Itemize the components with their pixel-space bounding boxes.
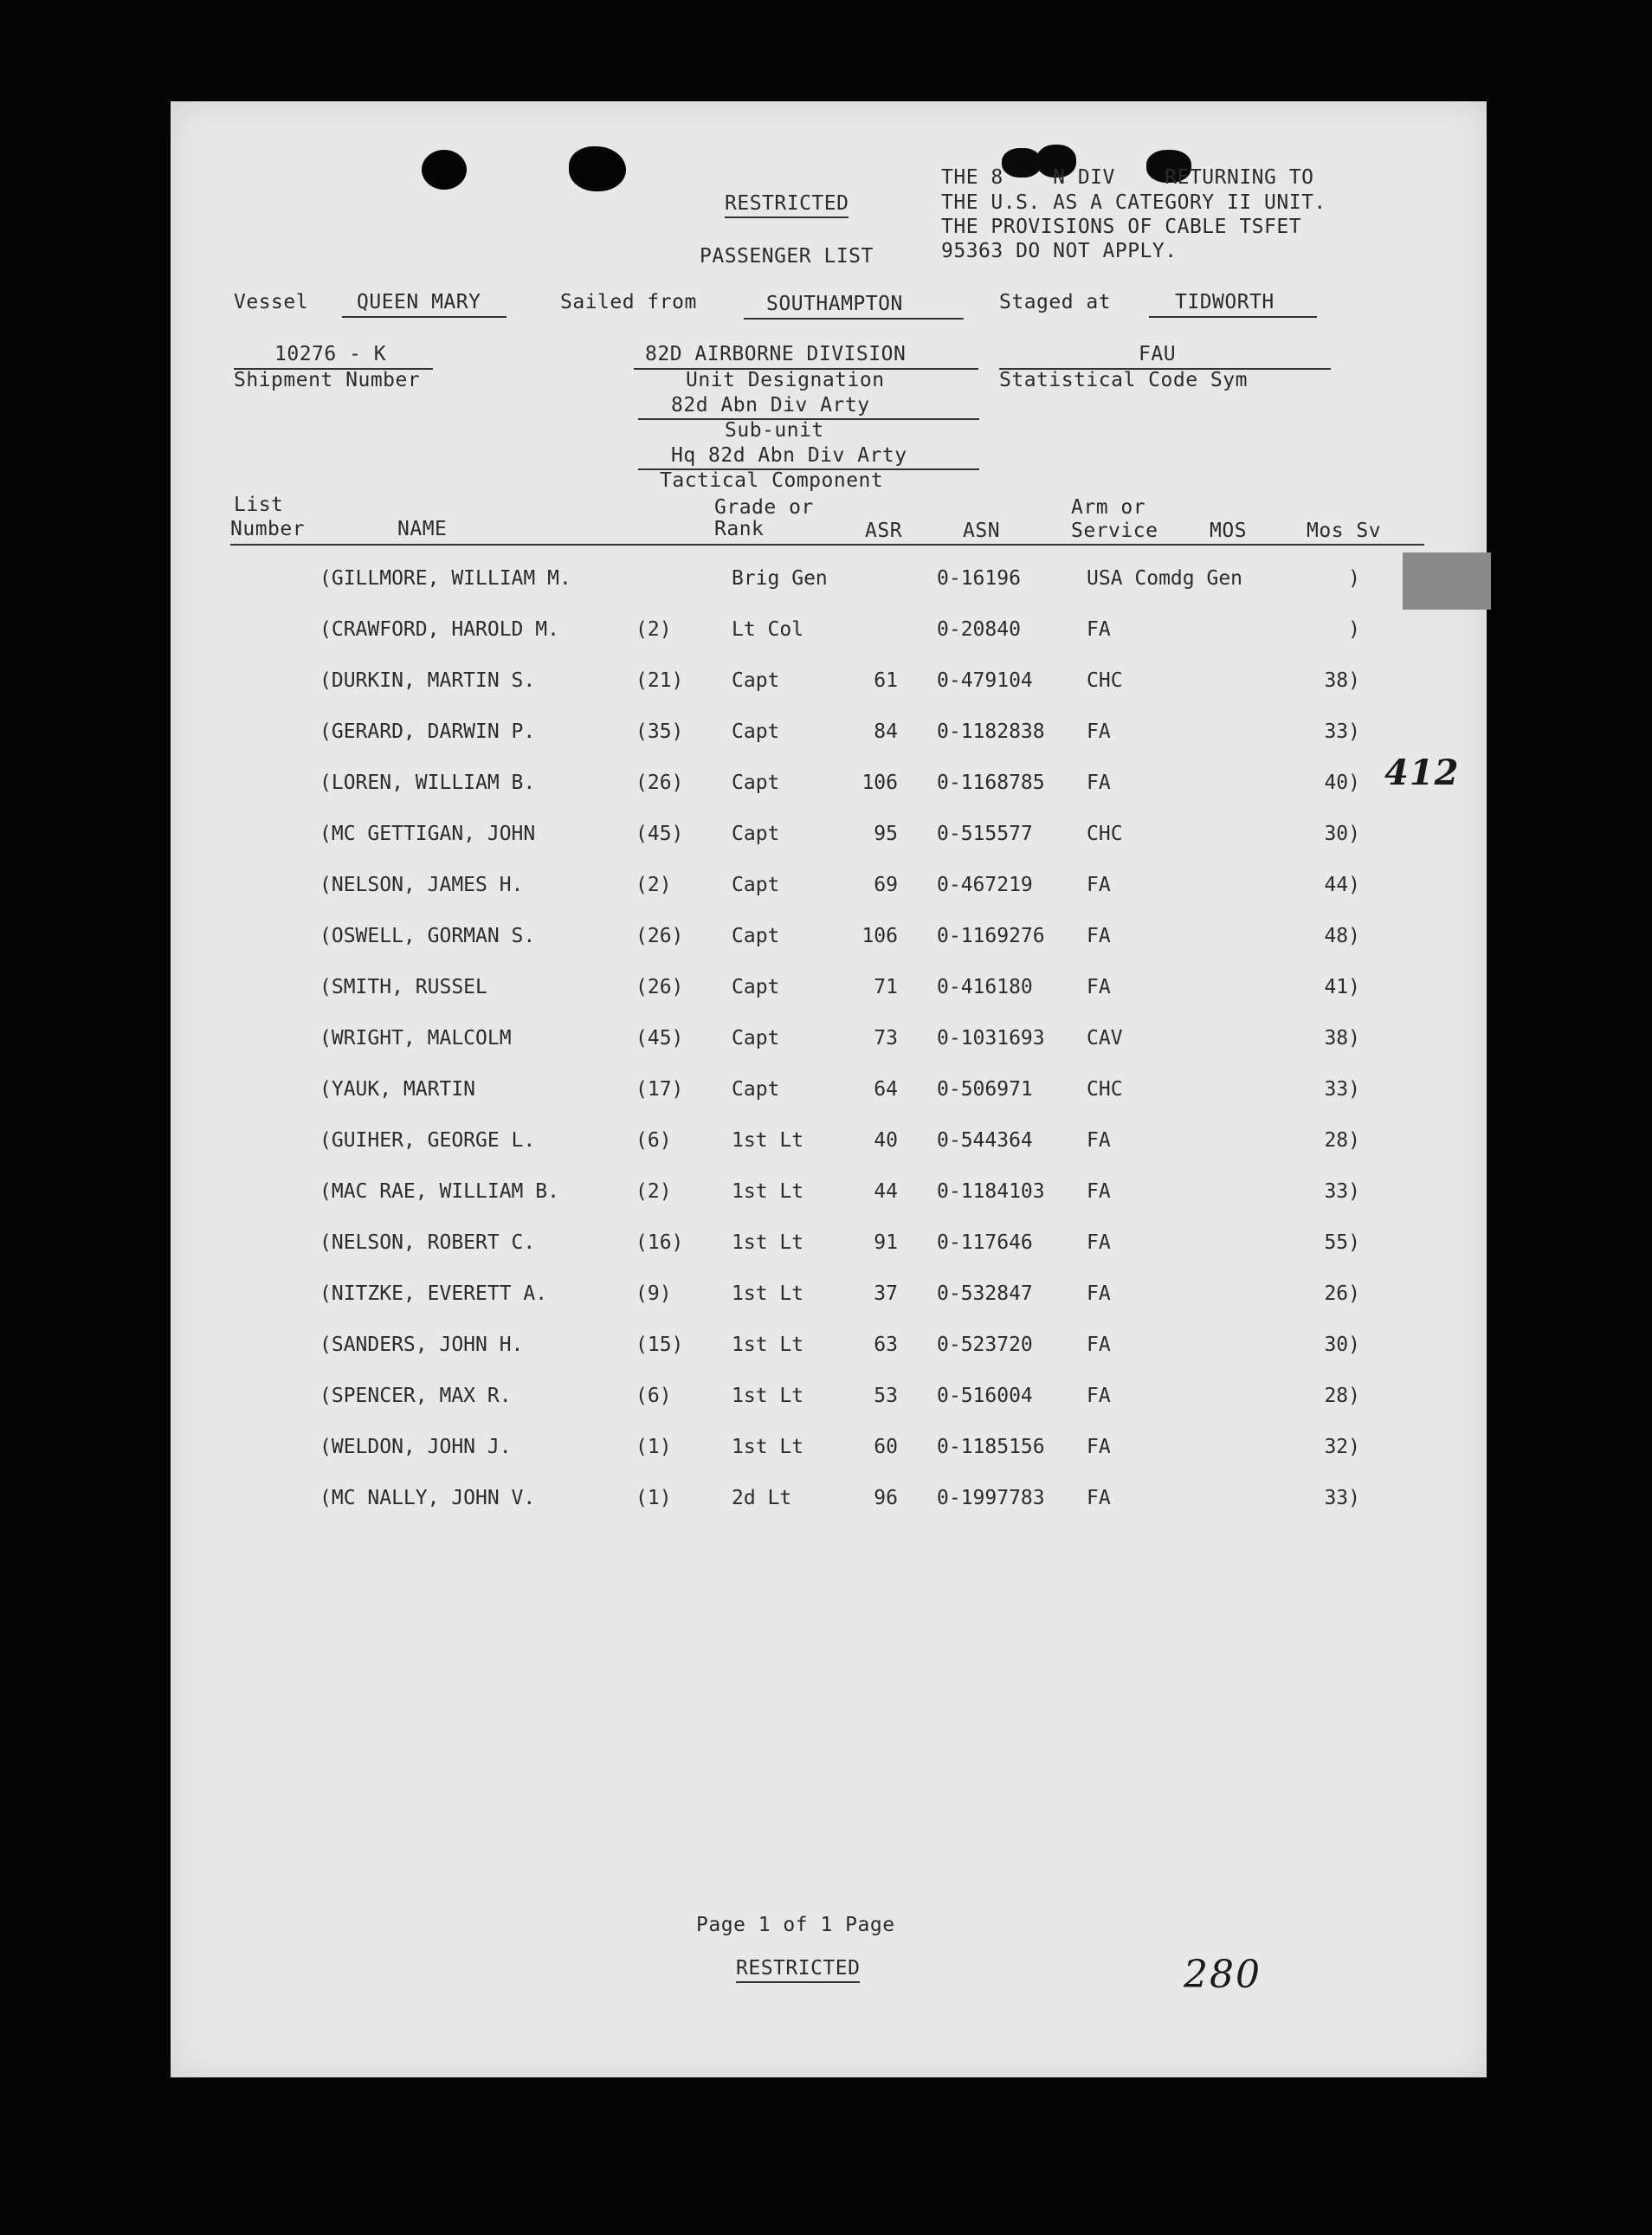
table-row — [171, 1026, 1487, 1052]
passenger-name: (NITZKE, EVERETT A. — [319, 1282, 548, 1305]
passenger-asn: 0-117646 — [937, 1231, 1033, 1254]
shipment-number-label: Shipment Number — [234, 369, 421, 391]
note-line-2: THE U.S. AS A CATEGORY II UNIT. — [941, 191, 1326, 214]
passenger-name: (SANDERS, JOHN H. — [319, 1334, 524, 1356]
passenger-mos-sv: 55) — [1324, 1231, 1360, 1254]
passenger-arm: FA — [1087, 772, 1111, 794]
passenger-mos-sv: 32) — [1324, 1436, 1360, 1458]
passenger-name: (NELSON, ROBERT C. — [319, 1231, 536, 1254]
passenger-rank: 1st Lt — [732, 1180, 804, 1203]
passenger-code: (21) — [636, 669, 684, 692]
vessel-value: QUEEN MARY — [357, 291, 481, 313]
passenger-rank: 2d Lt — [732, 1487, 792, 1509]
passenger-mos-sv: 30) — [1324, 1334, 1360, 1356]
passenger-asn: 0-1185156 — [937, 1436, 1045, 1458]
sailed-from-value: SOUTHAMPTON — [766, 293, 903, 315]
passenger-asr: 63 — [874, 1334, 898, 1356]
passenger-arm: FA — [1087, 1436, 1111, 1458]
passenger-asn: 0-523720 — [937, 1334, 1033, 1356]
col-arm-2: Service — [1071, 520, 1158, 542]
passenger-arm: CHC — [1087, 669, 1123, 692]
passenger-code: (2) — [636, 874, 672, 896]
passenger-rank: Capt — [732, 669, 780, 692]
passenger-name: (YAUK, MARTIN — [319, 1078, 476, 1101]
passenger-asn: 0-20840 — [937, 618, 1021, 641]
passenger-asr: 73 — [874, 1027, 898, 1050]
passenger-rank: 1st Lt — [732, 1282, 804, 1305]
table-row — [171, 1179, 1487, 1205]
passenger-code: (6) — [636, 1129, 672, 1152]
table-row — [171, 1435, 1487, 1461]
passenger-code: (15) — [636, 1334, 684, 1356]
col-name: NAME — [397, 518, 448, 540]
passenger-code: (16) — [636, 1231, 684, 1254]
table-row — [171, 924, 1487, 950]
passenger-rank: 1st Lt — [732, 1129, 804, 1152]
passenger-asr: 44 — [874, 1180, 898, 1203]
passenger-asr: 106 — [861, 772, 898, 794]
division-value: 82D AIRBORNE DIVISION — [645, 343, 907, 365]
passenger-rank: Capt — [732, 1078, 780, 1101]
staged-at-label: Staged at — [999, 291, 1112, 313]
passenger-asn: 0-544364 — [937, 1129, 1033, 1152]
passenger-arm: FA — [1087, 618, 1111, 641]
passenger-name: (LOREN, WILLIAM B. — [319, 772, 536, 794]
passenger-mos-sv: 33) — [1324, 1078, 1360, 1101]
passenger-asn: 0-416180 — [937, 976, 1033, 998]
passenger-name: (SPENCER, MAX R. — [319, 1385, 512, 1407]
passenger-arm: FA — [1087, 925, 1111, 947]
note-line-4: 95363 DO NOT APPLY. — [941, 240, 1178, 262]
passenger-asr: 60 — [874, 1436, 898, 1458]
passenger-mos-sv: 30) — [1324, 823, 1360, 845]
passenger-asn: 0-16196 — [937, 567, 1021, 590]
sub-unit-value: 82d Abn Div Arty — [671, 394, 870, 417]
shipment-number-value: 10276 - K — [274, 343, 387, 365]
passenger-asn: 0-1182838 — [937, 720, 1045, 743]
passenger-mos-sv: 33) — [1324, 720, 1360, 743]
table-row — [171, 1231, 1487, 1256]
passenger-asn: 0-1184103 — [937, 1180, 1045, 1203]
passenger-asn: 0-532847 — [937, 1282, 1033, 1305]
passenger-asr: 37 — [874, 1282, 898, 1305]
passenger-asr: 64 — [874, 1078, 898, 1101]
passenger-arm: CHC — [1087, 823, 1123, 845]
passenger-name: (NELSON, JAMES H. — [319, 874, 524, 896]
passenger-asn: 0-506971 — [937, 1078, 1033, 1101]
note-line-3: THE PROVISIONS OF CABLE TSFET — [941, 216, 1302, 238]
passenger-arm: USA Comdg Gen — [1087, 567, 1243, 590]
document-page — [171, 101, 1487, 2077]
passenger-rank: 1st Lt — [732, 1231, 804, 1254]
table-row — [171, 1128, 1487, 1154]
stat-code-label: Statistical Code Sym — [999, 369, 1248, 391]
passenger-asr: 84 — [874, 720, 898, 743]
passenger-mos-sv: 28) — [1324, 1385, 1360, 1407]
note-line-1: THE 8 N DIV RETURNING TO — [941, 166, 1314, 189]
passenger-arm: FA — [1087, 1385, 1111, 1407]
table-row — [171, 975, 1487, 1001]
vessel-underline — [342, 316, 507, 318]
table-row — [171, 1486, 1487, 1512]
table-row — [171, 669, 1487, 694]
passenger-code: (45) — [636, 823, 684, 845]
passenger-name: (CRAWFORD, HAROLD M. — [319, 618, 559, 641]
passenger-mos-sv: 44) — [1324, 874, 1360, 896]
staged-at-underline — [1149, 316, 1317, 318]
col-mos-sv: Mos Sv — [1307, 520, 1382, 542]
passenger-code: (2) — [636, 1180, 672, 1203]
col-grade-2: Rank — [714, 518, 765, 540]
passenger-name: (WELDON, JOHN J. — [319, 1436, 512, 1458]
passenger-code: (6) — [636, 1385, 672, 1407]
stamp-number: 412 — [1384, 753, 1460, 793]
passenger-arm: FA — [1087, 1334, 1111, 1356]
table-row — [171, 566, 1487, 592]
passenger-code: (26) — [636, 772, 684, 794]
passenger-asn: 0-1168785 — [937, 772, 1045, 794]
col-grade-1: Grade or — [714, 496, 814, 519]
passenger-mos-sv: 38) — [1324, 1027, 1360, 1050]
passenger-rank: Capt — [732, 925, 780, 947]
passenger-name: (MAC RAE, WILLIAM B. — [319, 1180, 559, 1203]
passenger-mos-sv: 28) — [1324, 1129, 1360, 1152]
passenger-code: (17) — [636, 1078, 684, 1101]
passenger-mos-sv: 48) — [1324, 925, 1360, 947]
table-row — [171, 771, 1487, 797]
passenger-name: (SMITH, RUSSEL — [319, 976, 487, 998]
passenger-arm: FA — [1087, 1487, 1111, 1509]
passenger-arm: FA — [1087, 1282, 1111, 1305]
sub-unit-label: Sub-unit — [725, 419, 824, 442]
table-row — [171, 822, 1487, 848]
passenger-name: (WRIGHT, MALCOLM — [319, 1027, 512, 1050]
passenger-code: (2) — [636, 618, 672, 641]
passenger-name: (GUIHER, GEORGE L. — [319, 1129, 536, 1152]
passenger-asn: 0-479104 — [937, 669, 1033, 692]
passenger-arm: FA — [1087, 720, 1111, 743]
passenger-asr: 95 — [874, 823, 898, 845]
col-list-number-2: Number — [230, 518, 306, 540]
passenger-asn: 0-1031693 — [937, 1027, 1045, 1050]
passenger-rank: Lt Col — [732, 618, 804, 641]
passenger-arm: CAV — [1087, 1027, 1123, 1050]
passenger-name: (MC GETTIGAN, JOHN — [319, 823, 536, 845]
restricted-footer: RESTRICTED — [736, 1956, 860, 1983]
passenger-rank: Brig Gen — [732, 567, 828, 590]
table-row — [171, 1282, 1487, 1308]
passenger-asr: 106 — [861, 925, 898, 947]
page-of-pages: Page 1 of 1 Page — [696, 1914, 895, 1936]
table-row — [171, 1333, 1487, 1359]
passenger-asr: 96 — [874, 1487, 898, 1509]
vessel-label: Vessel — [234, 291, 309, 313]
passenger-asr: 40 — [874, 1129, 898, 1152]
passenger-rank: Capt — [732, 976, 780, 998]
passenger-mos-sv: 33) — [1324, 1180, 1360, 1203]
punch-hole-middle — [569, 146, 626, 191]
passenger-mos-sv: 26) — [1324, 1282, 1360, 1305]
passenger-name: (MC NALLY, JOHN V. — [319, 1487, 536, 1509]
passenger-rank: Capt — [732, 823, 780, 845]
passenger-mos-sv: 40) — [1324, 772, 1360, 794]
unit-designation-label: Unit Designation — [686, 369, 885, 391]
passenger-code: (26) — [636, 976, 684, 998]
passenger-asn: 0-516004 — [937, 1385, 1033, 1407]
passenger-rank: 1st Lt — [732, 1436, 804, 1458]
passenger-code: (9) — [636, 1282, 672, 1305]
col-asr: ASR — [865, 520, 903, 542]
passenger-code: (35) — [636, 720, 684, 743]
sailed-from-underline — [744, 318, 964, 320]
stat-code-value: FAU — [1139, 343, 1177, 365]
staged-at-value: TIDWORTH — [1175, 291, 1274, 313]
passenger-asr: 61 — [874, 669, 898, 692]
passenger-mos-sv: 33) — [1324, 1487, 1360, 1509]
passenger-asr: 91 — [874, 1231, 898, 1254]
punch-hole-left — [422, 150, 467, 190]
col-mos: MOS — [1210, 520, 1248, 542]
col-list-number-1: List — [234, 494, 284, 516]
passenger-rank: Capt — [732, 772, 780, 794]
passenger-name: (DURKIN, MARTIN S. — [319, 669, 536, 692]
passenger-rank: Capt — [732, 720, 780, 743]
passenger-asr: 69 — [874, 874, 898, 896]
passenger-code: (1) — [636, 1487, 672, 1509]
passenger-asn: 0-1169276 — [937, 925, 1045, 947]
table-row — [171, 1384, 1487, 1410]
passenger-name: (OSWELL, GORMAN S. — [319, 925, 536, 947]
passenger-name: (GILLMORE, WILLIAM M. — [319, 567, 571, 590]
table-row — [171, 720, 1487, 746]
passenger-arm: FA — [1087, 1129, 1111, 1152]
header-underline — [230, 544, 1424, 546]
passenger-mos-sv: 41) — [1324, 976, 1360, 998]
passenger-mos-sv: 38) — [1324, 669, 1360, 692]
tactical-component-value: Hq 82d Abn Div Arty — [671, 444, 907, 467]
sailed-from-label: Sailed from — [560, 291, 697, 313]
passenger-mos-sv: ) — [1348, 618, 1360, 641]
passenger-arm: FA — [1087, 874, 1111, 896]
passenger-arm: FA — [1087, 976, 1111, 998]
passenger-arm: FA — [1087, 1180, 1111, 1203]
passenger-name: (GERARD, DARWIN P. — [319, 720, 536, 743]
passenger-rank: 1st Lt — [732, 1334, 804, 1356]
col-asn: ASN — [963, 520, 1001, 542]
passenger-rank: 1st Lt — [732, 1385, 804, 1407]
passenger-list-title: PASSENGER LIST — [700, 245, 874, 268]
handwritten-number: 280 — [1184, 1953, 1262, 1997]
passenger-code: (26) — [636, 925, 684, 947]
passenger-arm: FA — [1087, 1231, 1111, 1254]
tactical-component-label: Tactical Component — [660, 469, 884, 492]
passenger-asr: 53 — [874, 1385, 898, 1407]
passenger-arm: CHC — [1087, 1078, 1123, 1101]
passenger-rank: Capt — [732, 874, 780, 896]
passenger-mos-sv: ) — [1348, 567, 1360, 590]
table-row — [171, 873, 1487, 899]
passenger-code: (1) — [636, 1436, 672, 1458]
index-tab-marker — [1403, 552, 1491, 610]
passenger-asn: 0-515577 — [937, 823, 1033, 845]
passenger-rank: Capt — [732, 1027, 780, 1050]
passenger-asr: 71 — [874, 976, 898, 998]
col-arm-1: Arm or — [1071, 496, 1146, 519]
passenger-code: (45) — [636, 1027, 684, 1050]
table-row — [171, 1077, 1487, 1103]
passenger-asn: 0-1997783 — [937, 1487, 1045, 1509]
table-row — [171, 617, 1487, 643]
restricted-header: RESTRICTED — [725, 191, 849, 218]
passenger-asn: 0-467219 — [937, 874, 1033, 896]
